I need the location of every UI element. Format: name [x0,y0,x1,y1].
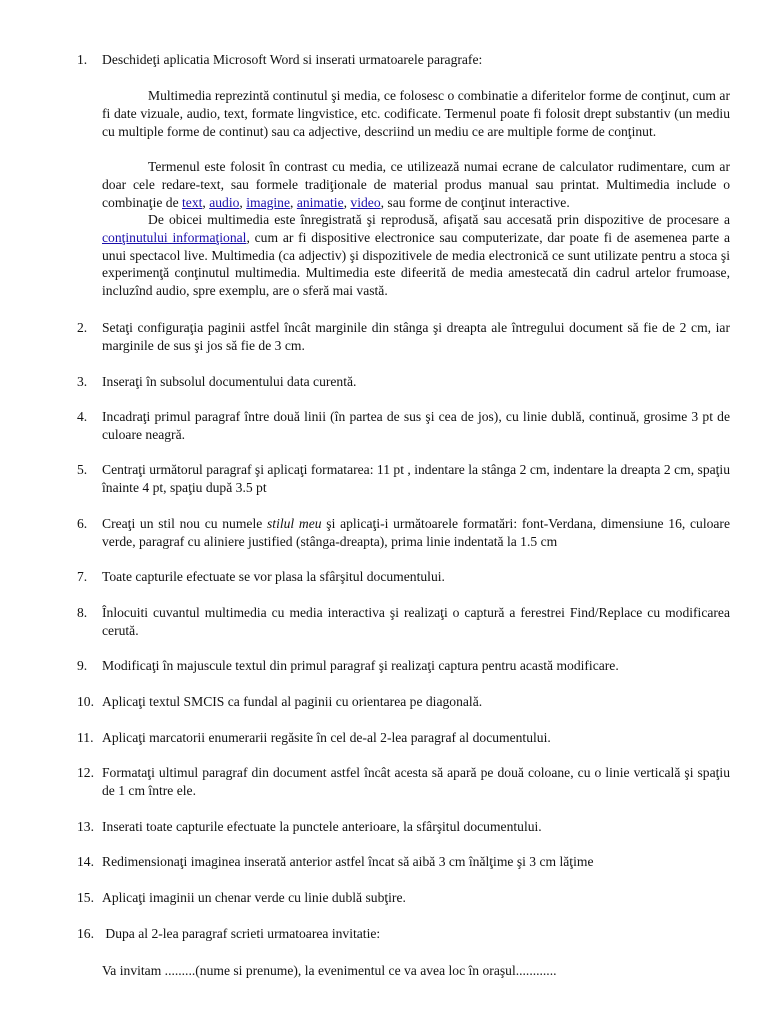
list-number: 7. [77,569,88,584]
separator: , [239,194,247,210]
list-number: 6. [77,516,88,531]
list-text: Dupa al 2-lea paragraf scrieti urmatoarea invitatie: [102,926,381,941]
list-number: 12. [77,765,94,780]
list-number: 1. [77,52,88,67]
separator: , [202,194,210,210]
list-text: Deschideţi aplicatia Microsoft Word si inserati urmatoarele paragrafe: [102,52,483,67]
link-audio[interactable]: audio [209,194,240,210]
separator: , [290,194,297,210]
list-number: 9. [77,658,88,673]
list-number: 3. [77,374,88,389]
paragraph-3-text-a: De obicei multimedia este înregistrată şi reprodusă, afişată sau accesată prin dispozitive de procesare a [148,212,730,227]
list-number: 16. [77,926,94,941]
list-text [102,515,730,551]
list-number: 11. [77,730,94,745]
paragraph-2-text-b: , sau forme de conţinut interactive. [380,194,570,210]
list-text: Redimensionaţi imaginea inserată anterior astfel încat să aibă 3 cm înălţime şi 3 cm lăţime [102,854,594,869]
list-text: Aplicaţi textul SMCIS ca fundal al paginii cu orientarea pe diagonală. [102,694,483,709]
link-video[interactable]: video [350,194,381,210]
list-number: 10. [77,694,94,709]
list-text: Inseraţi în subsolul documentului data curentă. [102,374,357,389]
link-animatie[interactable]: animatie [296,194,344,210]
list-text: Formataţi ultimul paragraf din document astfel încât acesta să apară pe două coloane, cu o linie verticală şi spaţiu de 1 cm între ele. [102,765,730,798]
list-text-a: Creaţi un stil nou cu numele [102,516,267,531]
list-text: Înlocuiti cuvantul multimedia cu media interactiva şi realizaţi o captură a ferestrei Find/Replace cu modificarea cerută. [102,605,730,638]
link-text[interactable]: text [182,194,203,210]
style-name: stilul meu [267,516,322,531]
paragraph-3 [102,211,730,300]
paragraph-1 [102,87,730,140]
list-text: Toate capturile efectuate se vor plasa la sfârşitul documentului. [102,569,445,584]
list-text-b: şi aplicaţi-i următoarele formatări: font-Verdana, dimensiune 16, culoare verde, paragraf cu aliniere justified (stânga-dreapta), prima linie indentată la 1.5 cm [102,516,730,549]
list-text: Incadraţi primul paragraf între două linii (în partea de sus şi cea de jos), cu linie dublă, continuă, grosime 3 pt de culoare neagră. [102,409,730,442]
separator: , [343,194,351,210]
list-number: 4. [77,409,88,424]
list-text: Aplicaţi imaginii un chenar verde cu linie dublă subţire. [102,890,406,905]
link-imagine[interactable]: imagine [246,194,291,210]
list-number: 13. [77,819,94,834]
link-continutului-informational[interactable]: conţinutului informaţional [102,229,247,245]
list-text: Aplicaţi marcatorii enumerarii regăsite în cel de-al 2-lea paragraf al documentului. [102,730,551,745]
list-text: Setaţi configuraţia paginii astfel încât marginile din stânga şi dreapta ale întregului document să fie de 2 cm, iar marginile de sus şi jos să fie de 3 cm. [102,320,730,353]
paragraph-3-text-b: , cum ar fi dispositive electronice sau computerizate, dar poate fi de asemenea parte a unui spectacol live. Multimedia (ca adjectiv) şi dispozitivele de media electronică ce sunt utilizate pentru a stoca şi experimenţă conţinutul multimedia. Multimedia este difeerită de media amestecată din cadrul artelor frumoase, incluzînd audio, spre exemplu, are o sferă mai vastă. [102,229,730,299]
invitation-text: Va invitam .........(nume si prenume), la evenimentul ce va avea loc în oraşul............ [102,963,557,978]
list-number: 15. [77,890,94,905]
list-number: 5. [77,462,88,477]
list-number: 8. [77,605,88,620]
list-text: Modificaţi în majuscule textul din primul paragraf şi realizaţi captura pentru acastă modificare. [102,658,619,673]
list-number: 14. [77,854,94,869]
list-text: Centraţi următorul paragraf şi aplicaţi formatarea: 11 pt , indentare la stânga 2 cm, indentare la dreapta 2 cm, spaţiu înainte 4 pt, spaţiu după 3.5 pt [102,462,730,495]
paragraph-2-text-a: Termenul este folosit în contrast cu media, ce utilizează numai ecrane de calculator rudimentare, cum ar doar cele redare-text, sau formele tradiţionale de material produs manual sau printat. Multimedia include o combinaţie de [102,159,730,210]
paragraph-2 [102,158,730,211]
list-number: 2. [77,320,88,335]
list-text: Inserati toate capturile efectuate la punctele anterioare, la sfârşitul documentului. [102,819,542,834]
paragraph-1-text: Multimedia reprezintă continutul şi media, ce folosesc o combinatie a diferitelor forme de conţinut, cum ar fi date vizuale, audio, text, formate lingvistice, etc. codificate. Termenul poate fi folosit drept substantiv (un mediu cu multiple forme de continut) sau ca adjective, descriind un mediu ce are multiple forme de conţinut. [102,88,730,139]
